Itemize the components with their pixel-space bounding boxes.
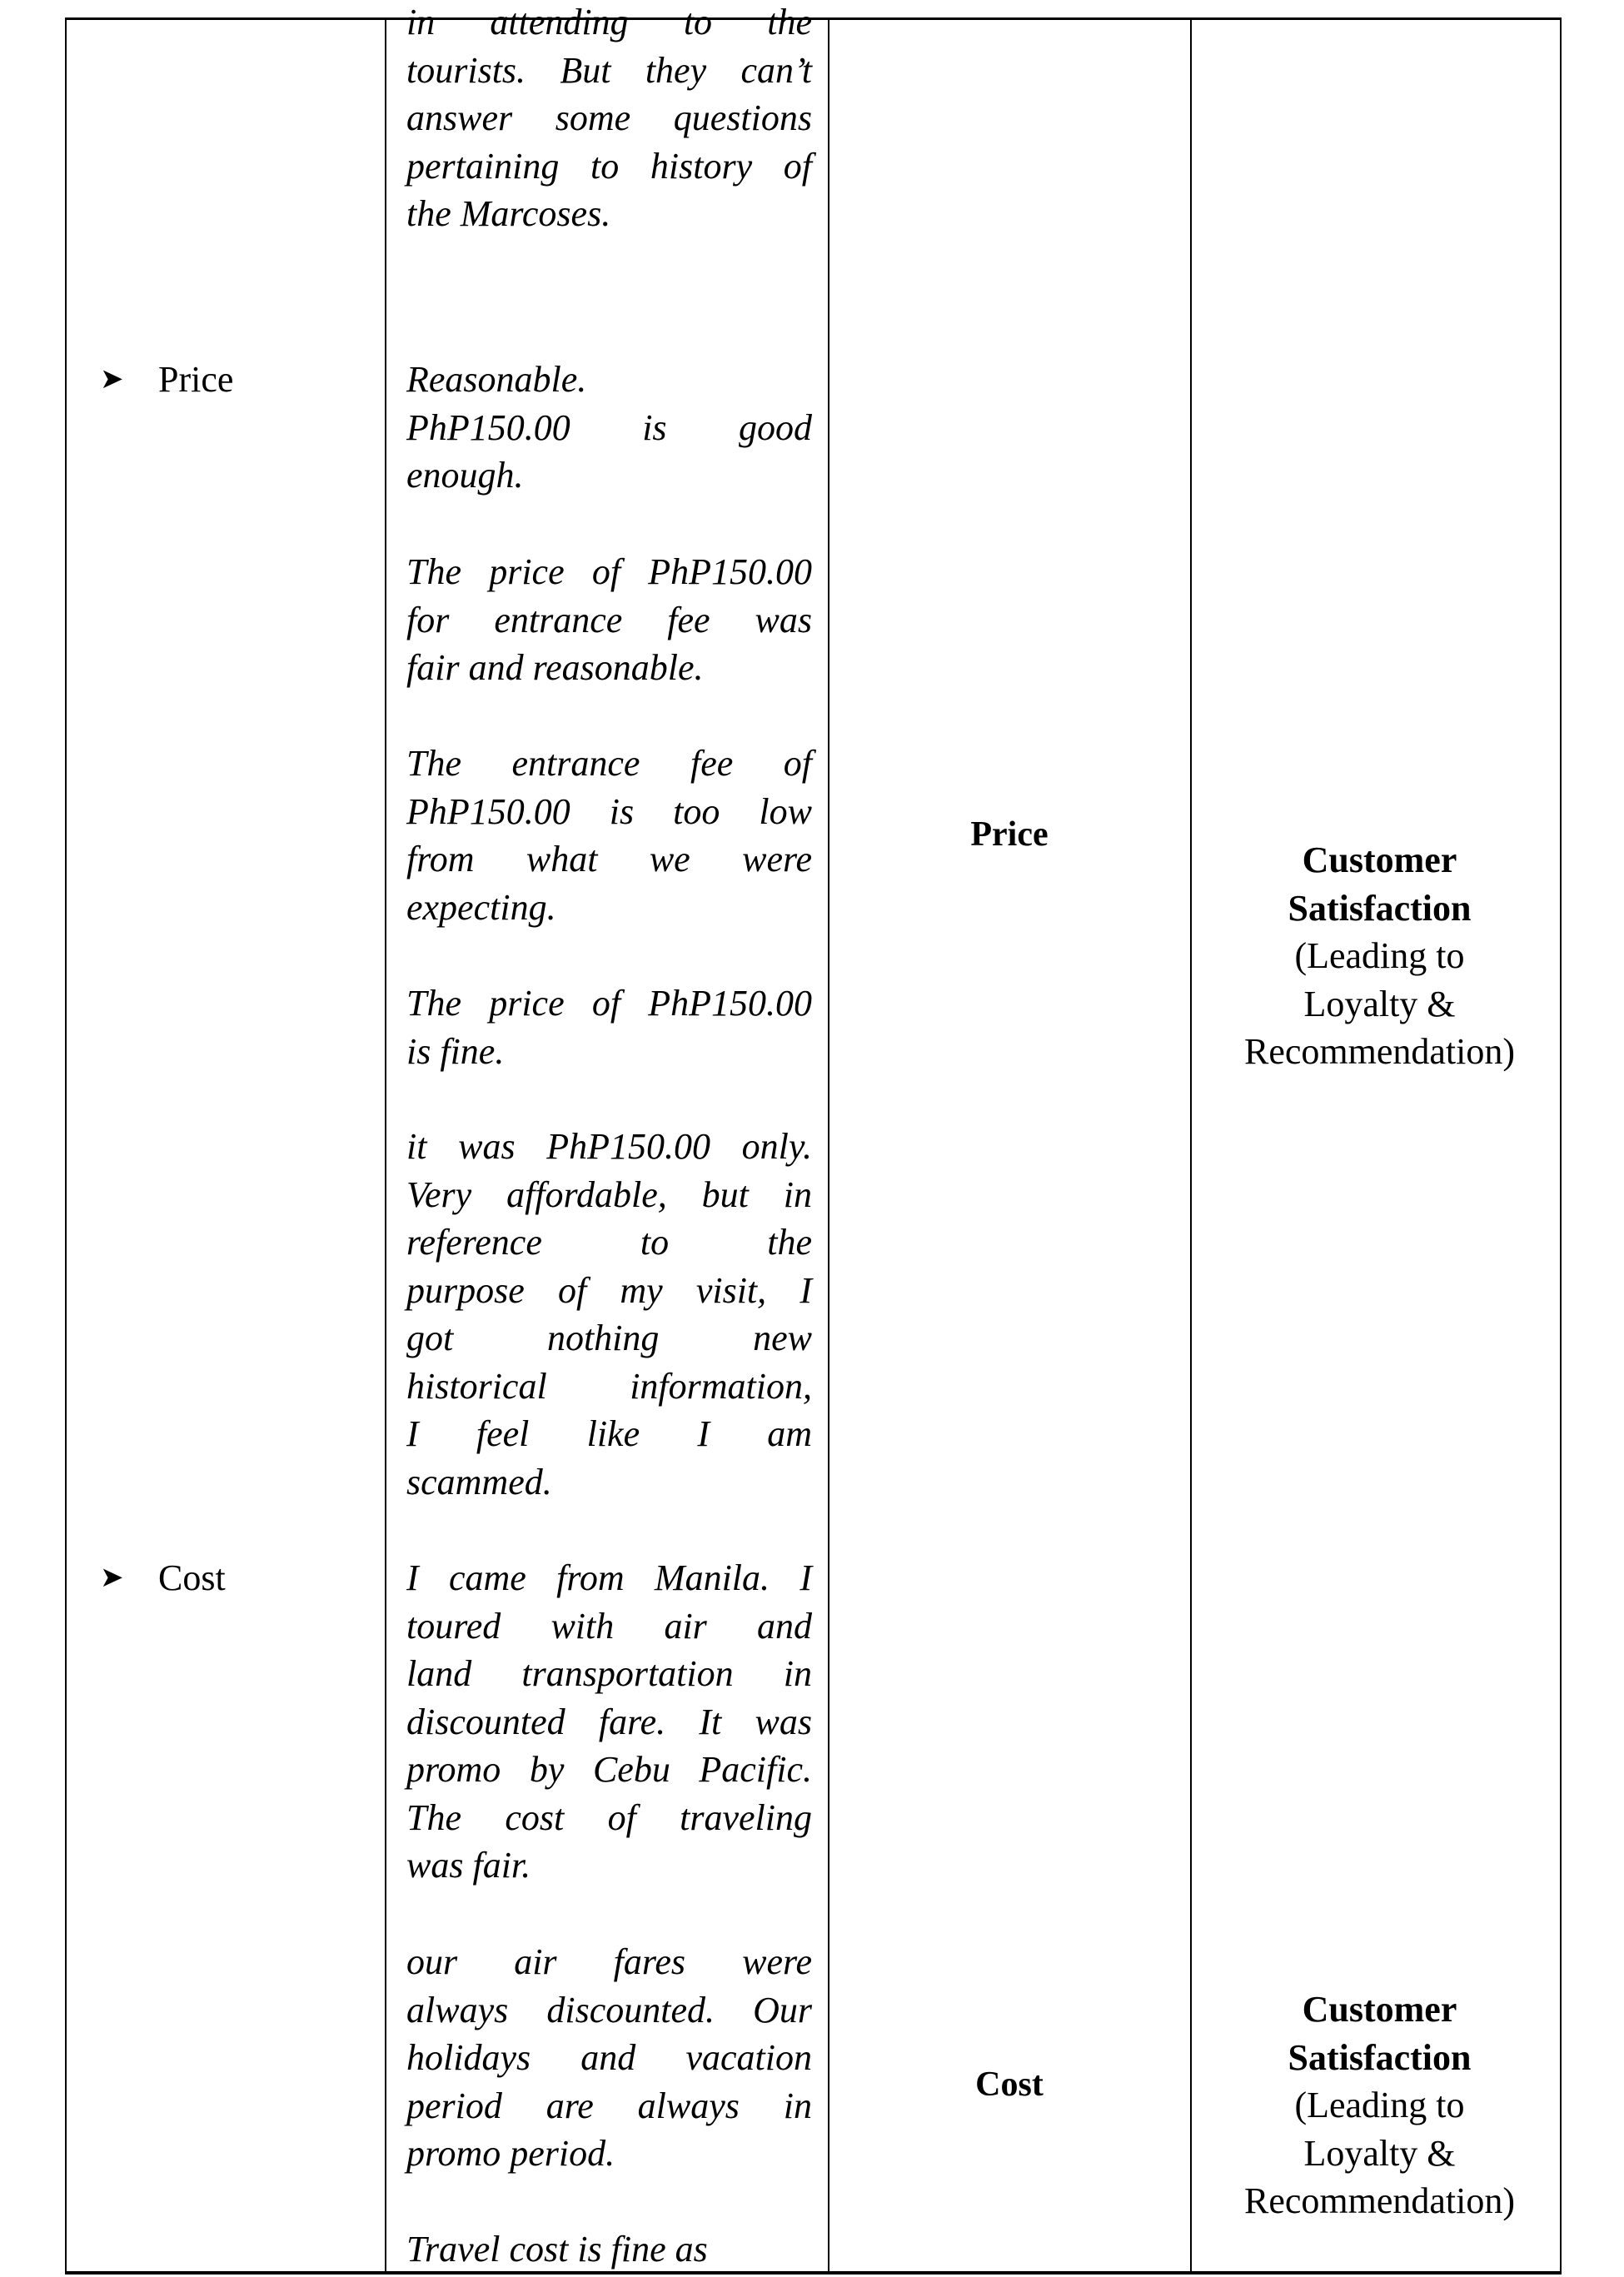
response-line: discounted fare. It was [406, 1701, 812, 1742]
response-line: fair and reasonable. [406, 647, 704, 688]
response-line: promo period. [406, 2133, 615, 2174]
theme-price: Price [970, 815, 1049, 854]
arrowhead-bullet-icon: ➤ [100, 1562, 124, 1593]
outcome-cost [1198, 1986, 1562, 2225]
outcome-title: Customer [1302, 1989, 1457, 2030]
response-line: it was PhP150.00 only. [406, 1126, 812, 1167]
response-paragraph [406, 548, 812, 692]
response-line: PhP150.00 is good [406, 406, 812, 448]
outcome-subtitle: Loyalty & [1303, 2132, 1456, 2174]
response-paragraph [406, 2225, 812, 2274]
theme-cost: Cost [975, 2065, 1044, 2104]
outcome-subtitle: Recommendation) [1243, 2180, 1515, 2221]
response-paragraph [406, 979, 812, 1075]
outcome-subtitle: (Leading to [1294, 935, 1465, 976]
response-line: The price of PhP150.00 [406, 551, 812, 592]
response-line: The entrance fee of [406, 743, 812, 784]
response-paragraph [406, 740, 812, 931]
themes-table [65, 2, 1562, 2275]
response-line: promo by Cebu Pacific. [406, 1749, 812, 1790]
response-line: answer some questions [406, 97, 812, 138]
response-paragraph [406, 0, 812, 238]
outcome-price [1198, 836, 1562, 1076]
response-line: our air fares were [406, 1941, 812, 1982]
response-line: is fine. [406, 1030, 505, 1072]
response-line: The price of PhP150.00 [406, 983, 812, 1024]
response-line: holidays and vacation [406, 2037, 812, 2078]
factor-price [100, 356, 233, 403]
column-divider [1190, 20, 1192, 2271]
outcome-title: Satisfaction [1288, 2036, 1472, 2078]
outcome-title: Customer [1302, 840, 1457, 880]
response-paragraph [406, 356, 812, 500]
outcome-subtitle: Loyalty & [1303, 983, 1456, 1024]
response-line: tourists. But they can’t [406, 49, 812, 91]
column-divider [385, 20, 386, 2271]
response-line: from what we were [406, 839, 812, 879]
response-line: expecting. [406, 886, 556, 928]
response-line: in attending to the [406, 2, 812, 42]
response-line: the Marcoses. [406, 193, 611, 234]
response-line: got nothing new [406, 1318, 812, 1358]
factor-cost [100, 1554, 226, 1602]
factor-label: Cost [158, 1557, 226, 1598]
response-line: was fair. [406, 1845, 531, 1886]
response-line: I feel like I am [406, 1413, 812, 1454]
response-line: pertaining to history of [406, 145, 812, 187]
response-line: PhP150.00 is too low [406, 790, 812, 832]
outcome-subtitle: (Leading to [1294, 2085, 1465, 2125]
response-line: historical information, [406, 1365, 812, 1407]
column-divider [828, 20, 829, 2271]
response-line: reference to the [406, 1222, 812, 1263]
response-line: toured with air and [406, 1605, 812, 1647]
outcome-title: Satisfaction [1288, 887, 1472, 929]
response-line: Travel cost is fine as [406, 2229, 708, 2270]
response-line: enough. [406, 455, 524, 496]
response-line: Reasonable. [406, 359, 587, 400]
arrowhead-bullet-icon: ➤ [100, 364, 124, 395]
outcome-subtitle: Recommendation) [1243, 1031, 1515, 1072]
factor-label: Price [158, 359, 234, 400]
response-paragraph [406, 1938, 812, 2178]
response-line: Very affordable, but in [406, 1173, 812, 1215]
response-line: for entrance fee was [406, 599, 812, 640]
response-paragraph [406, 1123, 812, 1506]
response-line: scammed. [406, 1461, 552, 1502]
response-line: purpose of my visit, I [406, 1269, 812, 1311]
response-line: always discounted. Our [406, 1989, 812, 2030]
response-line: I came from Manila. I [406, 1557, 812, 1598]
response-line: land transportation in [406, 1653, 812, 1694]
response-paragraph [406, 1554, 812, 1890]
response-line: The cost of traveling [406, 1796, 812, 1838]
response-line: period are always in [406, 2085, 812, 2126]
